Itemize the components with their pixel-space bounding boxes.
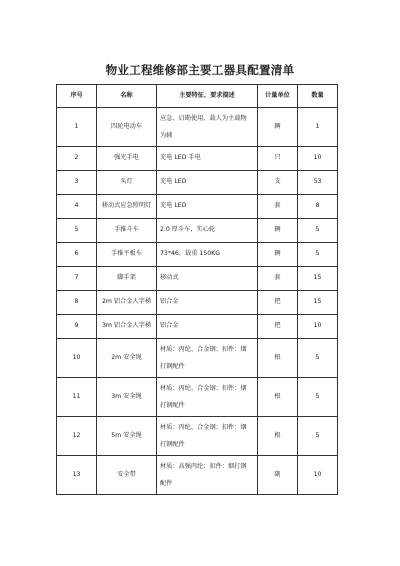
desc-line: 打钢配件 [160,402,185,409]
cell-name: 脚手架 [97,267,157,291]
header-qty: 数量 [298,85,338,108]
cell-name: 3m 安全绳 [97,378,157,417]
cell-no: 7 [57,267,97,291]
cell-desc: 移动式 [157,267,258,291]
cell-name: 安全带 [97,456,157,495]
cell-unit: 把 [258,291,298,315]
cell-name: 3m 铝合金人字梯 [97,315,157,339]
cell-desc [157,456,258,495]
cell-no: 11 [57,378,97,417]
table-row [57,456,338,495]
table-row [57,267,338,291]
cell-name: 2m 铝合金人字梯 [97,291,157,315]
cell-desc: 充电 LED 手电 [157,147,258,171]
header-unit: 计量单位 [258,85,298,108]
cell-qty: 10 [298,315,338,339]
cell-qty: 10 [298,147,338,171]
cell-name: 2m 安全绳 [97,339,157,378]
table-row [57,219,338,243]
desc-line: 打钢配件 [160,441,185,448]
cell-desc: 铝合金 [157,315,258,339]
cell-no: 13 [57,456,97,495]
cell-unit: 根 [258,339,298,378]
table-row [57,108,338,147]
desc-line: 配件 [160,480,173,487]
cell-desc: 充电 LED [157,195,258,219]
cell-unit: 辆 [258,108,298,147]
cell-qty: 1 [298,108,338,147]
header-name: 名称 [97,85,157,108]
cell-unit: 只 [258,147,298,171]
cell-unit: 根 [258,417,298,456]
cell-desc: 铝合金 [157,291,258,315]
cell-qty: 8 [298,195,338,219]
cell-unit: 把 [258,315,298,339]
cell-unit: 辆 [258,219,298,243]
cell-desc [157,108,258,147]
cell-unit: 副 [258,456,298,495]
cell-name: 移动式应急照明灯 [97,195,157,219]
table-row [57,195,338,219]
desc-line: 为辅 [160,132,173,139]
cell-desc [157,339,258,378]
cell-qty: 5 [298,339,338,378]
cell-no: 1 [57,108,97,147]
table-row [57,417,338,456]
desc-line: 材质：高强丙纶；扣件：烟打钢 [160,463,247,470]
cell-no: 5 [57,219,97,243]
document-title: 物业工程维修部主要工器具配置清单 [105,63,295,77]
cell-desc [157,417,258,456]
cell-no: 4 [57,195,97,219]
cell-no: 6 [57,243,97,267]
cell-name: 手推斗车 [97,219,157,243]
table-row [57,291,338,315]
header-row [57,85,338,108]
table-row [57,378,338,417]
cell-name: 四轮电动车 [97,108,157,147]
desc-line: 打钢配件 [160,363,185,370]
cell-unit: 辆 [258,243,298,267]
table-row [57,243,338,267]
table-row [57,171,338,195]
desc-line: 材质：丙纶、合金钢；扣件：烟 [160,424,247,431]
cell-qty: 5 [298,417,338,456]
cell-desc [157,378,258,417]
header-desc: 主要特征、要求描述 [157,85,258,108]
cell-no: 8 [57,291,97,315]
desc-line: 材质：丙纶、合金钢；扣件：烟 [160,346,247,353]
cell-name: 手推平板车 [97,243,157,267]
cell-qty: 15 [298,291,338,315]
cell-no: 9 [57,315,97,339]
cell-no: 10 [57,339,97,378]
cell-no: 12 [57,417,97,456]
cell-qty: 15 [298,267,338,291]
cell-name: 强光手电 [97,147,157,171]
cell-unit: 根 [258,378,298,417]
cell-unit: 套 [258,267,298,291]
header-no: 序号 [57,85,97,108]
cell-desc: 73*46，载重 150KG [157,243,258,267]
cell-qty: 10 [298,456,338,495]
cell-name: 5m 安全绳 [97,417,157,456]
cell-no: 2 [57,147,97,171]
cell-desc: 2.0 厚斗车，实心轮 [157,219,258,243]
cell-qty: 5 [298,378,338,417]
table-row [57,339,338,378]
cell-qty: 5 [298,243,338,267]
cell-no: 3 [57,171,97,195]
cell-name: 头灯 [97,171,157,195]
desc-line: 材质：丙纶、合金钢；扣件：烟 [160,385,247,392]
cell-qty: 5 [298,219,338,243]
table-row [57,147,338,171]
table-row [57,315,338,339]
cell-unit: 套 [258,195,298,219]
tools-table [56,84,338,495]
cell-unit: 支 [258,171,298,195]
cell-desc: 充电 LED [157,171,258,195]
desc-line: 应急、启勘使用，载人为主载物 [160,115,247,122]
cell-qty: 53 [298,171,338,195]
